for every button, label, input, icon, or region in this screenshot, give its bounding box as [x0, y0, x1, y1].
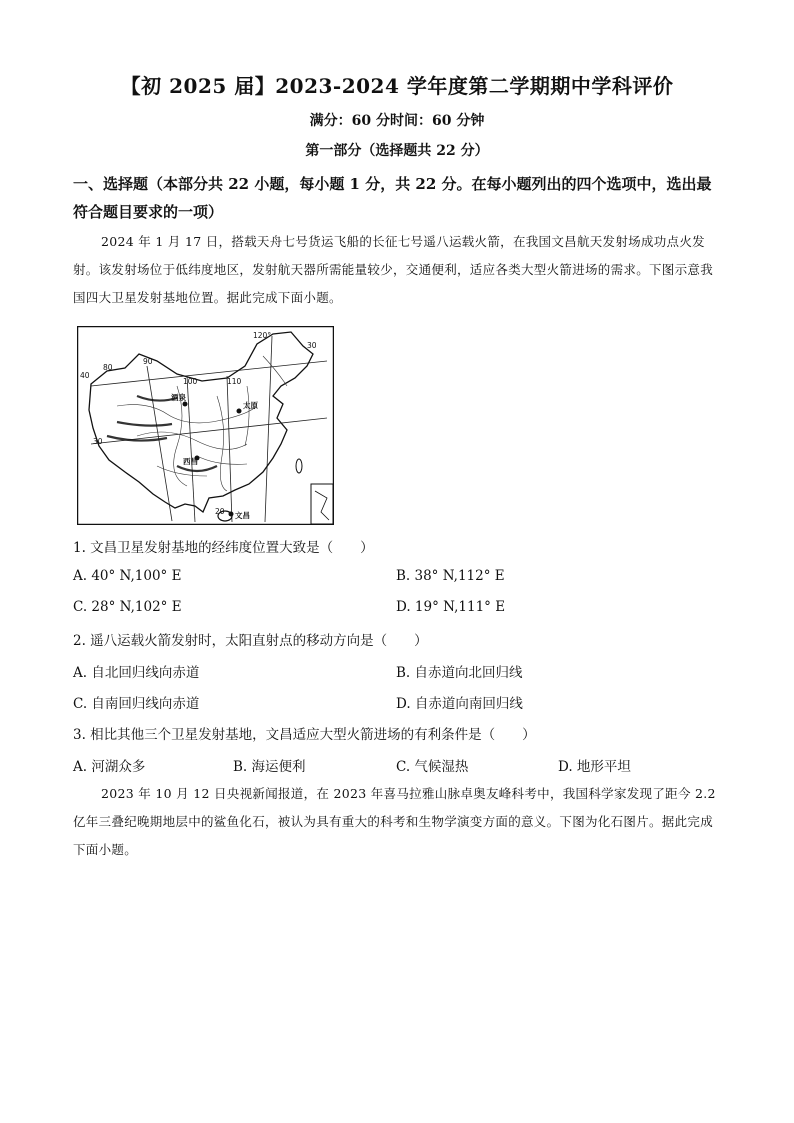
question-1-option-a[interactable]: A. 40° N,100° E: [73, 568, 182, 584]
question-1-option-d[interactable]: D. 19° N,111° E: [396, 599, 506, 615]
section-heading: 一、选择题（本部分共 22 小题，每小题 1 分，共 22 分。在每小题列出的四个选项中，选出最符合题目要求的一项）: [73, 175, 712, 221]
question-3-option-d[interactable]: D. 地形平坦: [558, 759, 631, 775]
question-3-stem: 3. 相比其他三个卫星发射基地，文昌适应大型火箭进场的有利条件是（ ）: [73, 727, 536, 743]
part-heading: 第一部分（选择题共 22 分）: [305, 143, 489, 159]
question-2-stem: 2. 遥八运载火箭发射时，太阳直射点的移动方向是（ ）: [73, 633, 428, 649]
question-3-option-a[interactable]: A. 河湖众多: [73, 759, 146, 775]
question-3-option-c[interactable]: C. 气候湿热: [396, 759, 469, 775]
lat-30a-label: 30: [307, 341, 317, 350]
question-2-option-a[interactable]: A. 自北回归线向赤道: [73, 665, 200, 681]
score-time-line: 满分：60 分时间：60 分钟: [309, 113, 485, 129]
china-launch-sites-map: [77, 326, 334, 525]
lon-90-label: 90: [143, 357, 153, 366]
lat-20-label: 20: [215, 507, 225, 516]
material-1-paragraph: 2024 年 1 月 17 日，搭载天舟七号货运飞船的长征七号遥八运载火箭，在我国文昌航天发射场成功点火发射。该发射场位于低纬度地区，发射航天器所需能量较少，交通便利，适应各类大型火箭进场的需求。下图示意我国四大卫星发射基地位置。据此完成下面小题。: [73, 234, 714, 305]
question-2-option-b[interactable]: B. 自赤道向北回归线: [396, 665, 523, 681]
lat-40-label: 40: [80, 371, 90, 380]
question-2-option-c[interactable]: C. 自南回归线向赤道: [73, 696, 200, 712]
wenchang-site-marker: [229, 512, 234, 517]
lon-110-label: 110: [227, 377, 242, 386]
lon-120-label: 120°: [253, 331, 272, 340]
question-1-option-c[interactable]: C. 28° N,102° E: [73, 599, 182, 615]
lon-80-label: 80: [103, 363, 113, 372]
lon-100-label: 100: [183, 377, 198, 386]
question-2-option-d[interactable]: D. 自赤道向南回归线: [396, 696, 523, 712]
taiyuan-label: 太原: [243, 401, 258, 410]
map-frame: [78, 327, 334, 525]
taiyuan-site-marker: [237, 409, 242, 414]
jiuquan-label: 酒泉: [171, 393, 186, 402]
lat-30b-label: 30: [93, 437, 103, 446]
material-2-paragraph: 2023 年 10 月 12 日央视新闻报道，在 2023 年喜马拉雅山脉卓奥友峰科考中，我国科学家发现了距今 2.2 亿年三叠纪晚期地层中的鲨鱼化石，被认为具有重大的科考和生物学演变方面的意义。下图为化石图片。据此完成下面小题。: [73, 786, 716, 857]
question-3-option-b[interactable]: B. 海运便利: [233, 759, 306, 775]
question-1-stem: 1. 文昌卫星发射基地的经纬度位置大致是（ ）: [73, 540, 374, 556]
page-title: 【初 2025 届】2023-2024 学年度第二学期期中学科评价: [120, 74, 674, 98]
wenchang-label: 文昌: [235, 511, 250, 520]
xichang-label: 西昌: [183, 457, 198, 466]
jiuquan-site-marker: [183, 402, 188, 407]
question-1-option-b[interactable]: B. 38° N,112° E: [396, 568, 505, 584]
